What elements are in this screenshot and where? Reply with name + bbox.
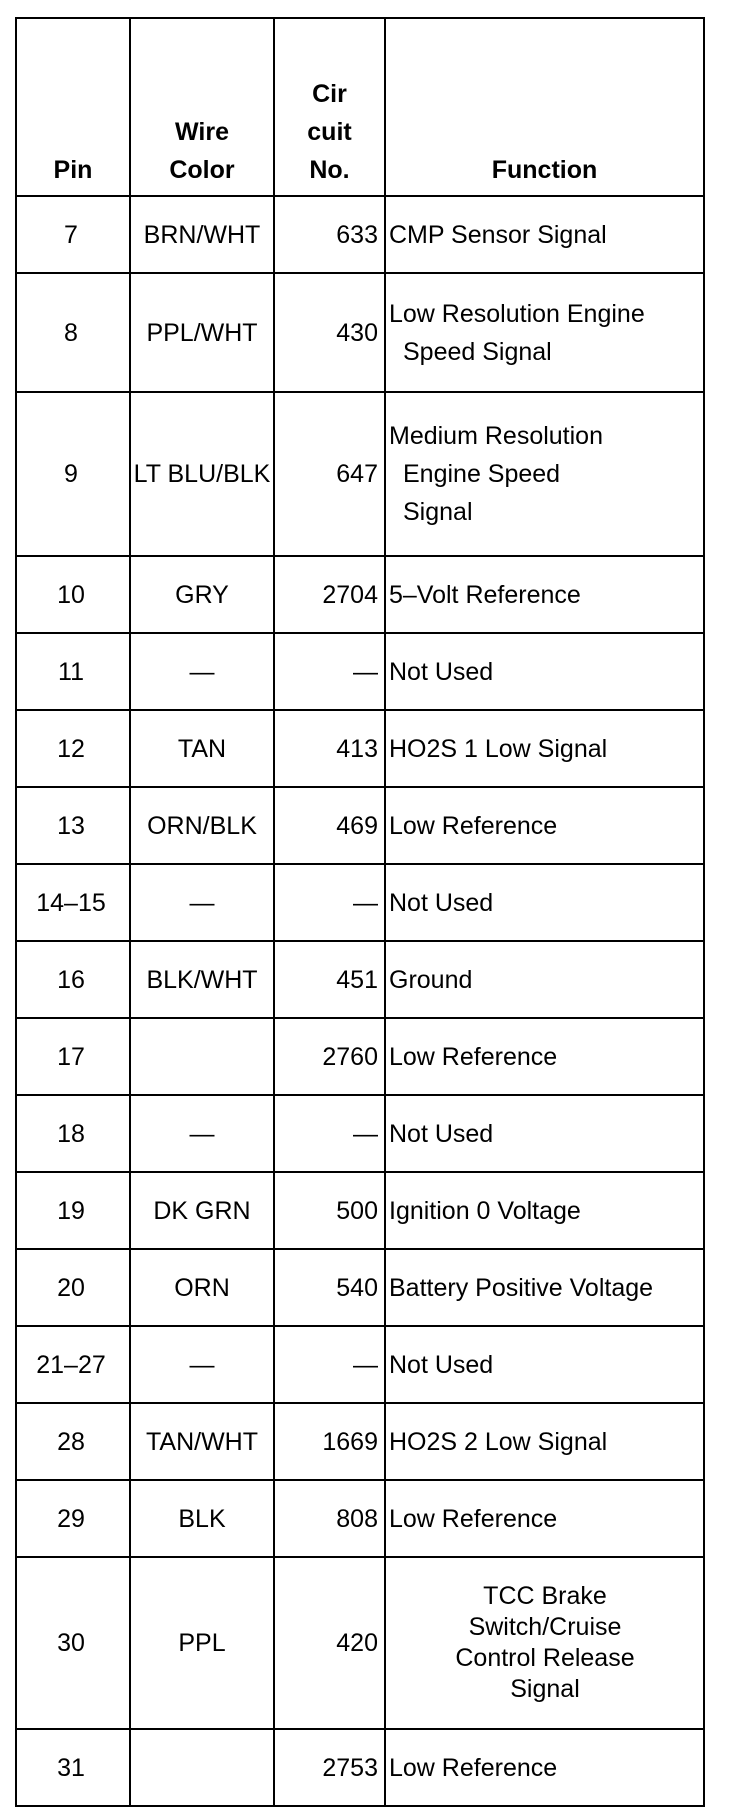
header-wire-color — [130, 18, 274, 196]
table-row — [16, 392, 704, 556]
table-row — [16, 710, 704, 787]
function-line: CMP Sensor Signal — [389, 220, 607, 249]
function-cell — [385, 1480, 704, 1557]
pin-cell: 18 — [16, 1095, 130, 1172]
function-line: HO2S 1 Low Signal — [389, 734, 608, 763]
function-line: Not Used — [389, 888, 494, 917]
circuit-number-cell: — — [274, 1095, 385, 1172]
header-circuit-no — [274, 18, 385, 196]
wire-color-cell: LT BLU/BLK — [130, 392, 274, 556]
pin-cell: 13 — [16, 787, 130, 864]
function-line: Ignition 0 Voltage — [389, 1196, 581, 1225]
pin-cell: 16 — [16, 941, 130, 1018]
function-cell — [385, 864, 704, 941]
table-row — [16, 941, 704, 1018]
circuit-number-cell: 2704 — [274, 556, 385, 633]
table-body — [16, 196, 704, 1806]
circuit-number-cell: 633 — [274, 196, 385, 273]
wire-color-cell: ORN/BLK — [130, 787, 274, 864]
function-cell — [385, 392, 704, 556]
pin-cell: 19 — [16, 1172, 130, 1249]
table-row — [16, 196, 704, 273]
table-row — [16, 1729, 704, 1806]
function-line: Battery Positive Voltage — [389, 1273, 654, 1302]
circuit-number-cell: — — [274, 1326, 385, 1403]
wire-color-cell: DK GRN — [130, 1172, 274, 1249]
wire-color-cell — [130, 1729, 274, 1806]
function-cell — [385, 1557, 704, 1729]
pin-cell: 30 — [16, 1557, 130, 1729]
function-line: Signal — [510, 1675, 580, 1704]
function-line: HO2S 2 Low Signal — [389, 1427, 608, 1456]
function-line: Signal — [403, 498, 473, 526]
wire-color-cell: BLK — [130, 1480, 274, 1557]
wire-color-cell: PPL — [130, 1557, 274, 1729]
circuit-number-cell: 808 — [274, 1480, 385, 1557]
table-row — [16, 273, 704, 392]
circuit-number-cell: 451 — [274, 941, 385, 1018]
table-row — [16, 556, 704, 633]
wire-color-cell: BLK/WHT — [130, 941, 274, 1018]
wire-color-cell — [130, 1018, 274, 1095]
header-pin — [16, 18, 130, 196]
function-cell — [385, 1249, 704, 1326]
header-circuit-line: cuit — [307, 118, 352, 146]
function-line: Low Reference — [389, 1042, 558, 1071]
pin-cell: 11 — [16, 633, 130, 710]
function-line: Medium Resolution — [389, 422, 603, 450]
wire-color-cell: — — [130, 1095, 274, 1172]
circuit-number-cell: 500 — [274, 1172, 385, 1249]
function-line: Engine Speed — [403, 460, 561, 488]
circuit-number-cell: 2760 — [274, 1018, 385, 1095]
circuit-number-cell: — — [274, 633, 385, 710]
function-line: Low Resolution Engine — [389, 299, 645, 328]
wire-color-cell: GRY — [130, 556, 274, 633]
wire-color-cell: — — [130, 633, 274, 710]
pin-cell: 29 — [16, 1480, 130, 1557]
circuit-number-cell: 647 — [274, 392, 385, 556]
circuit-number-cell: 420 — [274, 1557, 385, 1729]
function-line: Switch/Cruise — [468, 1612, 622, 1641]
header-function — [385, 18, 704, 196]
header-function-line: Function — [491, 156, 598, 184]
wire-color-cell: BRN/WHT — [130, 196, 274, 273]
function-line: Low Reference — [389, 811, 558, 840]
pin-cell: 14–15 — [16, 864, 130, 941]
circuit-number-cell: 1669 — [274, 1403, 385, 1480]
function-cell — [385, 196, 704, 273]
function-line: TCC Brake — [483, 1581, 607, 1610]
header-circuit-line: Cir — [312, 80, 347, 108]
function-cell — [385, 1095, 704, 1172]
pin-cell: 7 — [16, 196, 130, 273]
function-line: Speed Signal — [403, 337, 552, 366]
header-pin-line: Pin — [53, 156, 93, 184]
pin-cell: 20 — [16, 1249, 130, 1326]
circuit-number-cell: 2753 — [274, 1729, 385, 1806]
circuit-number-cell: 430 — [274, 273, 385, 392]
function-cell — [385, 787, 704, 864]
table-row — [16, 1095, 704, 1172]
function-cell — [385, 1018, 704, 1095]
header-row — [16, 18, 704, 196]
function-line: Control Release — [455, 1644, 635, 1672]
wire-color-cell: — — [130, 1326, 274, 1403]
wire-color-cell: ORN — [130, 1249, 274, 1326]
wire-color-cell: PPL/WHT — [130, 273, 274, 392]
function-cell — [385, 1326, 704, 1403]
function-cell — [385, 556, 704, 633]
function-line: Low Reference — [389, 1753, 558, 1782]
function-cell — [385, 1172, 704, 1249]
wire-color-cell: TAN/WHT — [130, 1403, 274, 1480]
wire-color-cell: TAN — [130, 710, 274, 787]
function-cell — [385, 941, 704, 1018]
table-row — [16, 1557, 704, 1729]
pin-cell: 17 — [16, 1018, 130, 1095]
table-row — [16, 1403, 704, 1480]
table-row — [16, 633, 704, 710]
circuit-number-cell: 413 — [274, 710, 385, 787]
function-cell — [385, 273, 704, 392]
function-cell — [385, 1729, 704, 1806]
wire-color-cell: — — [130, 864, 274, 941]
table-row — [16, 864, 704, 941]
header-circuit-line: No. — [309, 156, 350, 184]
pin-cell: 12 — [16, 710, 130, 787]
header-wire-line: Color — [169, 156, 235, 184]
pin-cell: 8 — [16, 273, 130, 392]
function-line: Not Used — [389, 1119, 494, 1148]
circuit-number-cell: 540 — [274, 1249, 385, 1326]
circuit-number-cell: — — [274, 864, 385, 941]
function-line: 5–Volt Reference — [389, 580, 581, 609]
table-row — [16, 1172, 704, 1249]
function-line: Low Reference — [389, 1504, 558, 1533]
function-cell — [385, 633, 704, 710]
table-row — [16, 1326, 704, 1403]
function-line: Not Used — [389, 657, 494, 686]
table-row — [16, 1480, 704, 1557]
table-row — [16, 1018, 704, 1095]
pin-cell: 21–27 — [16, 1326, 130, 1403]
pin-cell: 9 — [16, 392, 130, 556]
table-row — [16, 1249, 704, 1326]
function-line: Ground — [389, 965, 473, 994]
connector-pinout-table — [15, 17, 705, 1807]
pin-cell: 31 — [16, 1729, 130, 1806]
pin-cell: 10 — [16, 556, 130, 633]
circuit-number-cell: 469 — [274, 787, 385, 864]
table-row — [16, 787, 704, 864]
function-cell — [385, 1403, 704, 1480]
header-wire-line: Wire — [175, 118, 229, 146]
function-line: Not Used — [389, 1350, 494, 1379]
function-cell — [385, 710, 704, 787]
pin-cell: 28 — [16, 1403, 130, 1480]
